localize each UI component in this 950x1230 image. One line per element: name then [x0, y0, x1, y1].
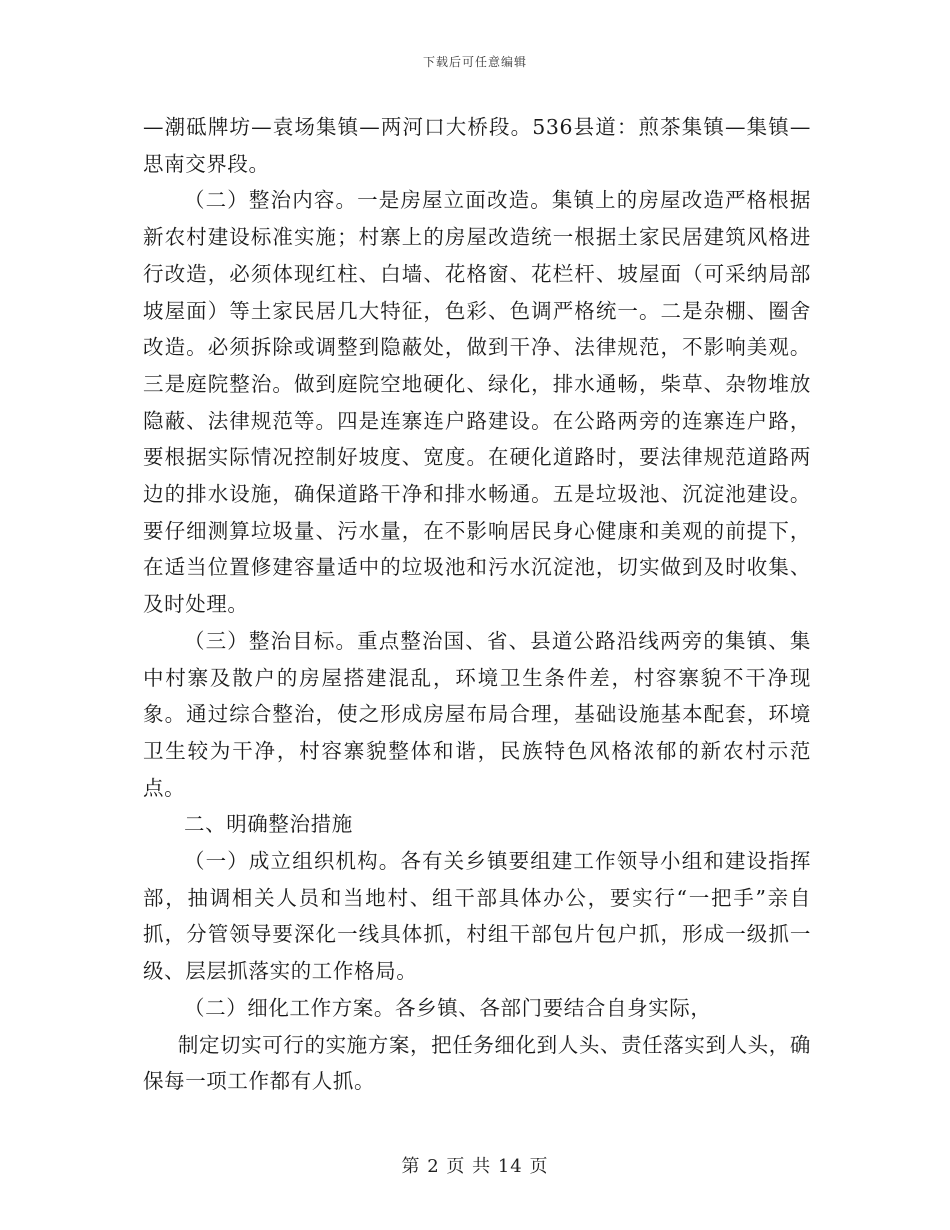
paragraph: （三）整治目标。重点整治国、省、县道公路沿线两旁的集镇、集中村寨及散户的房屋搭建混乱，环境卫生条件差，村容寨貌不干净现象。通过综合整治，使之形成房屋布局合理，基础设施基本配套，环境卫生较为干净，村容寨貌整体和谐，民族特色风格浓郁的新农村示范点。	[143, 628, 811, 800]
section-heading: 二、明确整治措施	[184, 812, 353, 837]
page-header: 下载后可任意编辑	[422, 55, 527, 69]
page-footer: 第 2 页 共 14 页	[401, 1156, 549, 1177]
document-body	[143, 109, 811, 1100]
paragraph: （一）成立组织机构。各有关乡镇要组建工作领导小组和建设指挥部，抽调相关人员和当地村、组干部具体办公，要实行“一把手”亲自抓，分管领导要深化一线具体抓，村组干部包片包户抓，形成一级抓一级、层层抓落实的工作格局。	[143, 849, 811, 984]
paragraph: （二）细化工作方案。各乡镇、各部门要结合自身实际，	[184, 995, 712, 1020]
paragraph: 制定切实可行的实施方案，把任务细化到人头、责任落实到人头，确保每一项工作都有人抓。	[143, 1032, 811, 1094]
paragraph: —潮砥牌坊—袁场集镇—两河口大桥段。536县道：煎茶集镇—集镇—思南交界段。	[143, 115, 811, 176]
paragraph: （二）整治内容。一是房屋立面改造。集镇上的房屋改造严格根据新农村建设标准实施；村寨上的房屋改造统一根据土家民居建筑风格进行改造，必须体现红柱、白墙、花格窗、花栏杆、坡屋面（可采纳局部坡屋面）等土家民居几大特征，色彩、色调严格统一。二是杂棚、圈舍改造。必须拆除或调整到隐蔽处，做到干净、法律规范，不影响美观。三是庭院整治。做到庭院空地硬化、绿化，排水通畅，柴草、杂物堆放隐蔽、法律规范等。四是连寨连户路建设。在公路两旁的连寨连户路，要根据实际情况控制好坡度、宽度。在硬化道路时，要法律规范道路两边的排水设施，确保道路干净和排水畅通。五是垃圾池、沉淀池建设。要仔细测算垃圾量、污水量，在不影响居民身心健康和美观的前提下，在适当位置修建容量适中的垃圾池和污水沉淀池，切实做到及时收集、及时处理。	[143, 188, 811, 617]
